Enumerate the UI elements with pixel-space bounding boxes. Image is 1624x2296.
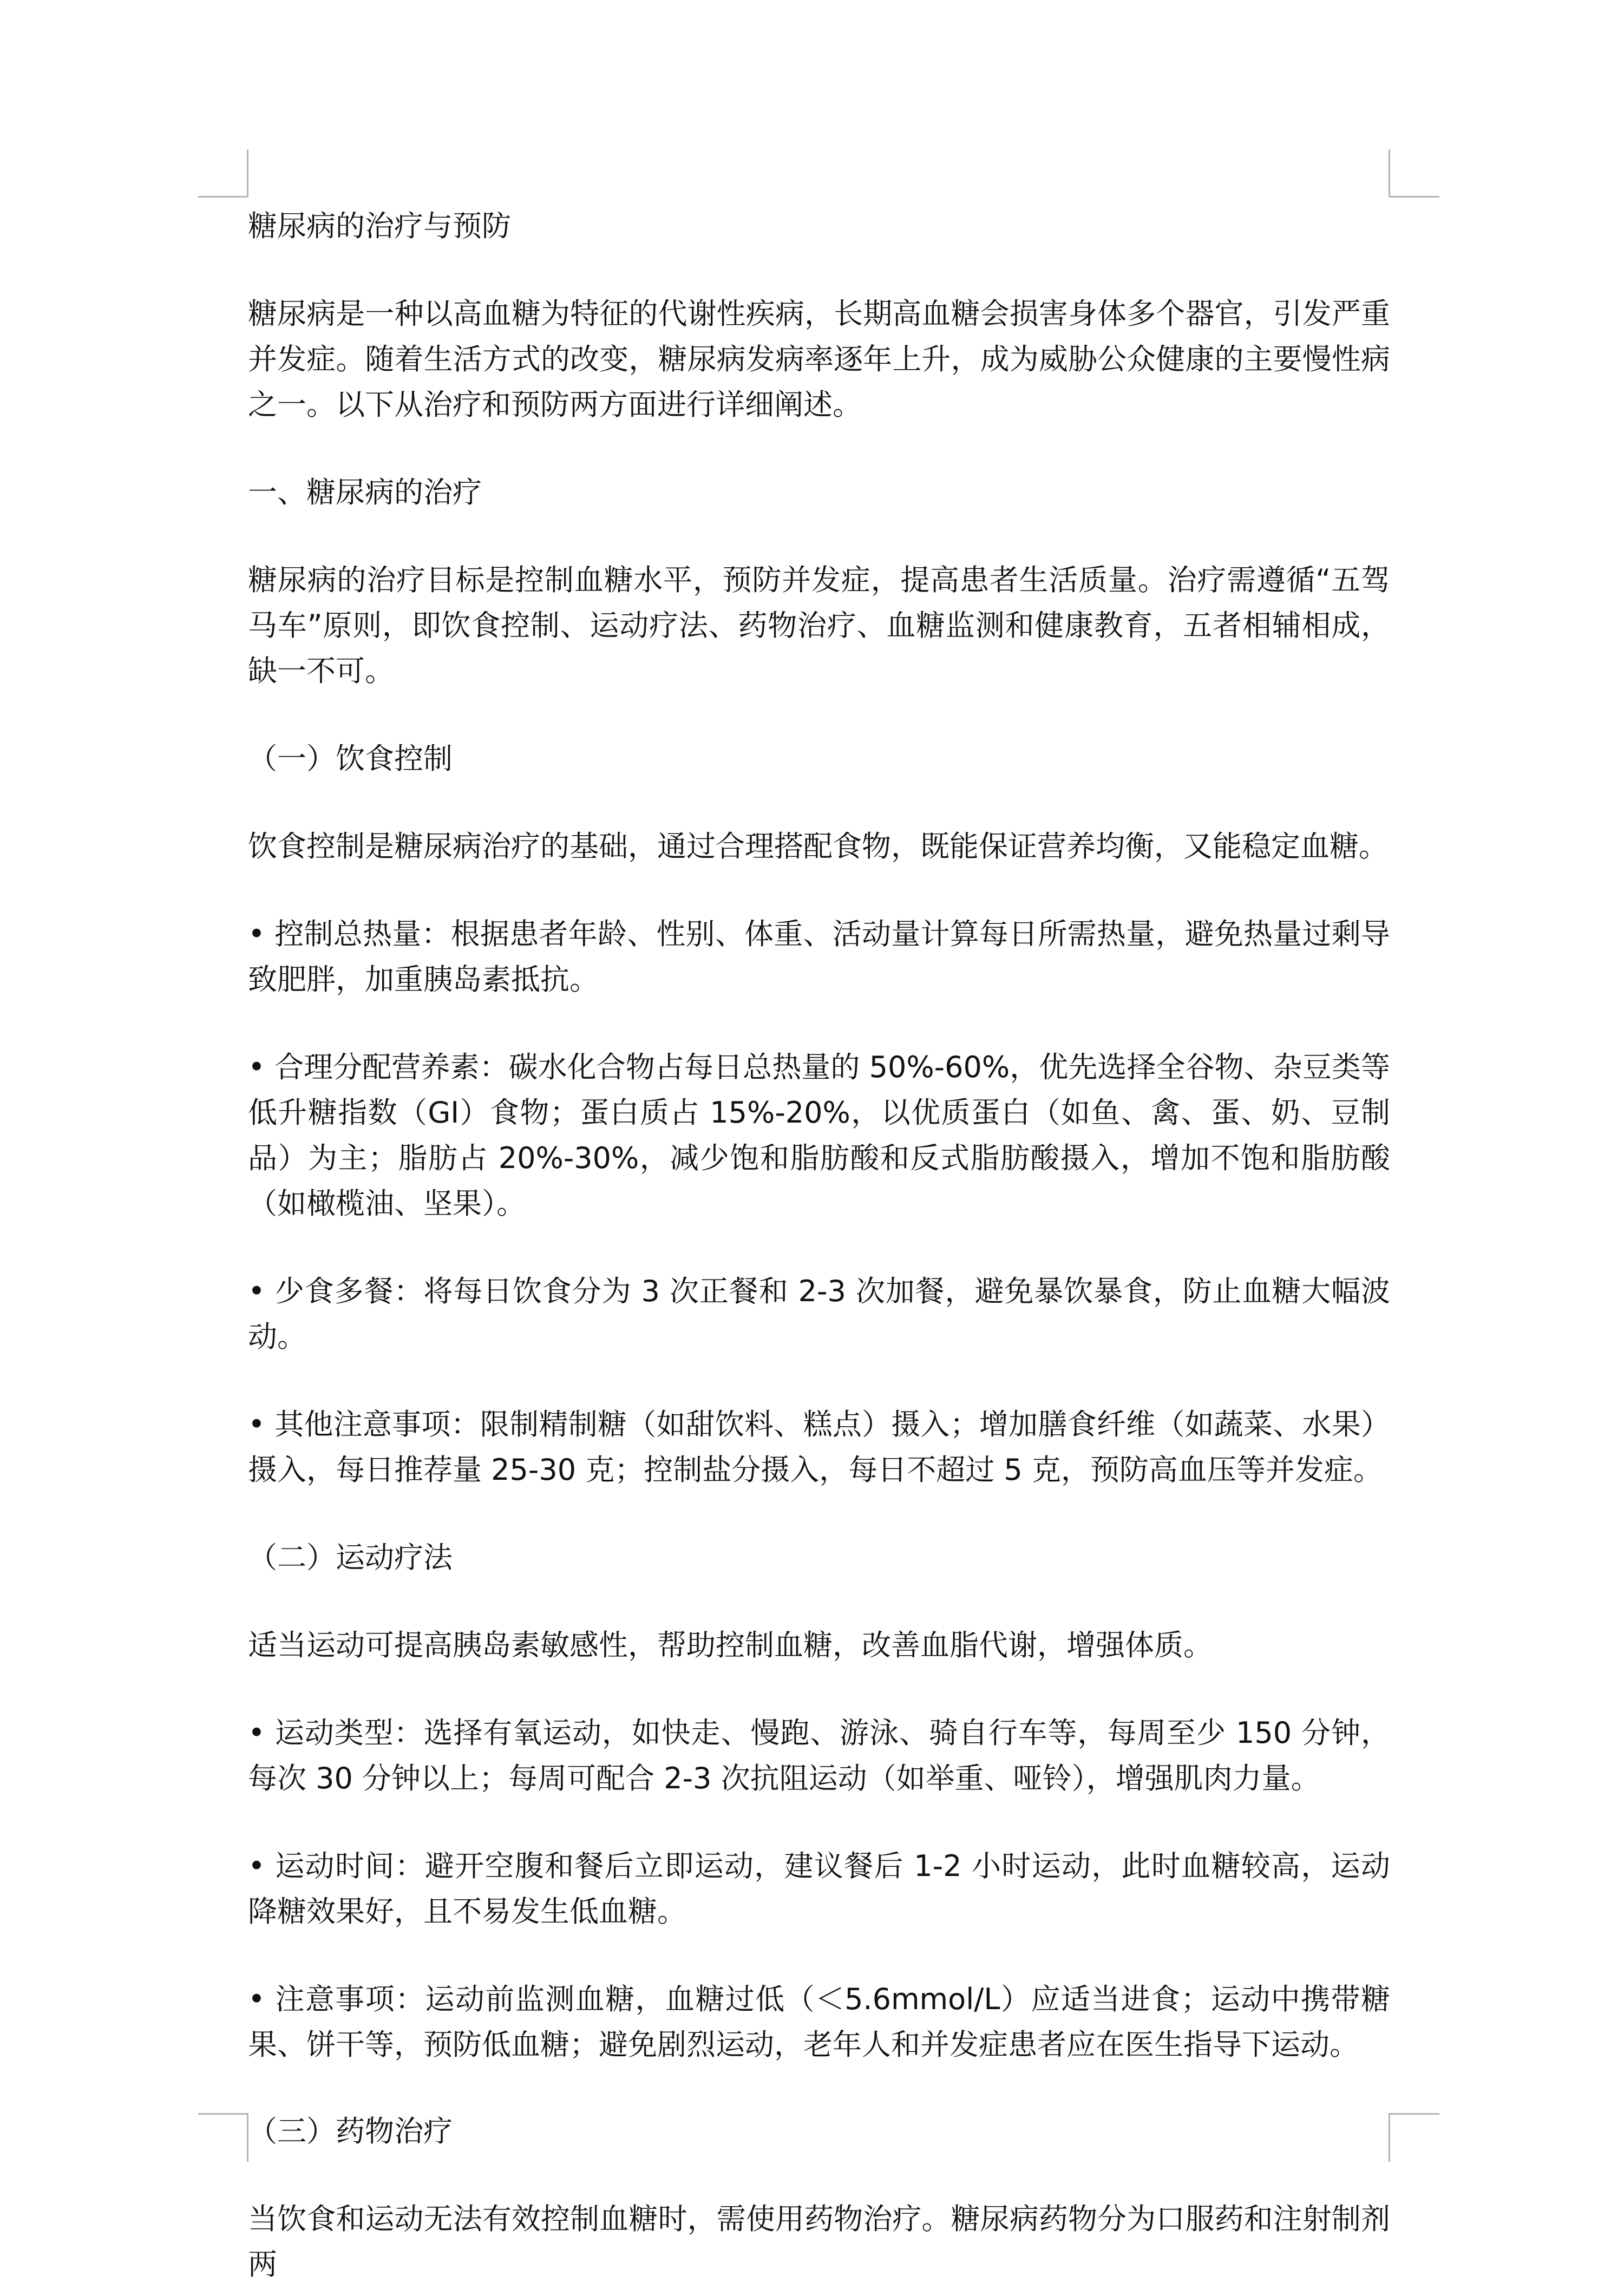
exercise-bullet-cautions: • 注意事项：运动前监测血糖，血糖过低（＜5.6mmol/L）应适当进食；运动中携带糖果、饼干等，预防低血糖；避免剧烈运动，老年人和并发症患者应在医生指导下运动。 [248, 1982, 1390, 2062]
diet-bullet-meals: • 少食多餐：将每日饮食分为 3 次正餐和 2-3 次加餐，避免暴饮暴食，防止血糖大幅波动。 [248, 1274, 1390, 1354]
exercise-bullet-timing: • 运动时间：避开空腹和餐后立即运动，建议餐后 1-2 小时运动，此时血糖较高，运动降糖效果好，且不易发生低血糖。 [248, 1849, 1390, 1928]
crop-mark-bottom-right-horizontal [1390, 2113, 1439, 2115]
treatment-intro-paragraph: 糖尿病的治疗目标是控制血糖水平，预防并发症，提高患者生活质量。治疗需遵循“五驾马车”原则，即饮食控制、运动疗法、药物治疗、血糖监测和健康教育，五者相辅相成，缺一不可。 [248, 563, 1390, 688]
crop-mark-top-left-horizontal [198, 196, 248, 198]
medication-intro-paragraph: 当饮食和运动无法有效控制血糖时，需使用药物治疗。糖尿病药物分为口服药和注射制剂两 [248, 2202, 1390, 2281]
diet-bullet-nutrients: • 合理分配营养素：碳水化合物占每日总热量的 50%-60%，优先选择全谷物、杂豆类等低升糖指数（GI）食物；蛋白质占 15%-20%，以优质蛋白（如鱼、禽、蛋、奶、豆制品）为主；脂肪占 20%-30%，减少饱和脂肪酸和反式脂肪酸摄入，增加不饱和脂肪酸（如橄榄油、坚果）。 [248, 1050, 1390, 1221]
subheading-exercise: （二）运动疗法 [248, 1540, 453, 1575]
diet-intro-paragraph: 饮食控制是糖尿病治疗的基础，通过合理搭配食物，既能保证营养均衡，又能稳定血糖。 [248, 829, 1388, 863]
crop-mark-bottom-left-horizontal [198, 2113, 248, 2115]
crop-mark-top-right-horizontal [1390, 196, 1439, 198]
intro-paragraph: 糖尿病是一种以高血糖为特征的代谢性疾病，长期高血糖会损害身体多个器官，引发严重并发症。随着生活方式的改变，糖尿病发病率逐年上升，成为威胁公众健康的主要慢性病之一。以下从治疗和预防两方面进行详细阐述。 [248, 297, 1390, 422]
subheading-medication: （三）药物治疗 [248, 2114, 453, 2148]
section-heading-treatment: 一、糖尿病的治疗 [248, 475, 482, 509]
exercise-bullet-type: • 运动类型：选择有氧运动，如快走、慢跑、游泳、骑自行车等，每周至少 150 分钟，每次 30 分钟以上；每周可配合 2-3 次抗阻运动（如举重、哑铃），增强肌肉力量。 [248, 1716, 1390, 1795]
exercise-intro-paragraph: 适当运动可提高胰岛素敏感性，帮助控制血糖，改善血脂代谢，增强体质。 [248, 1628, 1213, 1662]
document-body [248, 184, 1390, 2287]
diet-bullet-calories: • 控制总热量：根据患者年龄、性别、体重、活动量计算每日所需热量，避免热量过剩导致肥胖，加重胰岛素抵抗。 [248, 917, 1390, 996]
diet-bullet-other: • 其他注意事项：限制精制糖（如甜饮料、糕点）摄入；增加膳食纤维（如蔬菜、水果）摄入，每日推荐量 25-30 克；控制盐分摄入，每日不超过 5 克，预防高血压等并发症。 [248, 1407, 1390, 1487]
document-title: 糖尿病的治疗与预防 [248, 209, 511, 243]
subheading-diet: （一）饮食控制 [248, 742, 453, 776]
